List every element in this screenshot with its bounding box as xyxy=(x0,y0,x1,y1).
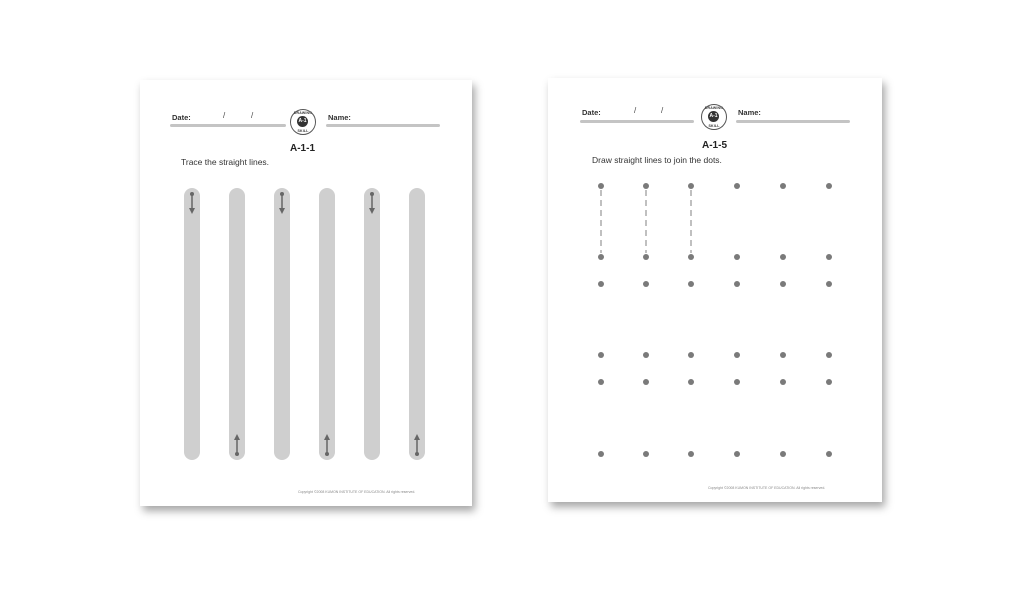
dot xyxy=(780,352,786,358)
date-slash: / xyxy=(661,106,664,115)
dot xyxy=(826,281,832,287)
dot xyxy=(643,451,649,457)
dot xyxy=(598,352,604,358)
badge-level: A-1 xyxy=(297,116,308,127)
dot xyxy=(780,183,786,189)
dot xyxy=(826,379,832,385)
dot xyxy=(734,183,740,189)
trace-line xyxy=(409,188,425,460)
worksheet-code: A-1-1 xyxy=(290,143,316,154)
dot xyxy=(826,254,832,260)
dot xyxy=(734,352,740,358)
dot xyxy=(688,379,694,385)
dot xyxy=(780,451,786,457)
trace-line xyxy=(364,188,380,460)
dot xyxy=(643,281,649,287)
dot xyxy=(598,379,604,385)
dot xyxy=(598,281,604,287)
date-slash: / xyxy=(223,111,226,120)
dot xyxy=(643,379,649,385)
dot xyxy=(688,183,694,189)
dot xyxy=(688,451,694,457)
instruction-text: Draw straight lines to join the dots. xyxy=(592,155,722,165)
level-badge: DRAWING A-1 SKILL xyxy=(701,104,727,130)
name-label: Name: xyxy=(738,108,761,117)
dot xyxy=(598,183,604,189)
dot xyxy=(688,281,694,287)
copyright-footer: Copyright ©2008 KUMON INSTITUTE OF EDUCATION. All rights reserved. xyxy=(298,490,416,494)
worksheet-a-1-1 xyxy=(140,80,472,506)
dot xyxy=(826,451,832,457)
dot xyxy=(734,379,740,385)
dot xyxy=(826,183,832,189)
worksheet-code: A-1-5 xyxy=(702,140,728,151)
trace-line xyxy=(319,188,335,460)
trace-line xyxy=(274,188,290,460)
dot xyxy=(826,352,832,358)
dot xyxy=(598,451,604,457)
date-label: Date: xyxy=(172,113,191,122)
trace-lines-area xyxy=(140,80,472,506)
dot xyxy=(734,451,740,457)
name-label: Name: xyxy=(328,113,351,122)
dot xyxy=(688,352,694,358)
date-slash: / xyxy=(251,111,254,120)
dot xyxy=(734,281,740,287)
dot xyxy=(688,254,694,260)
date-label: Date: xyxy=(582,108,601,117)
dot xyxy=(598,254,604,260)
date-slash: / xyxy=(634,106,637,115)
dot xyxy=(643,254,649,260)
dot xyxy=(780,379,786,385)
worksheet-a-1-5 xyxy=(548,78,882,502)
dot-grid-area xyxy=(548,78,882,502)
copyright-footer: Copyright ©2008 KUMON INSTITUTE OF EDUCATION. All rights reserved. xyxy=(708,486,826,490)
level-badge: DRAWING A-1 SKILL xyxy=(290,109,316,135)
dot xyxy=(780,254,786,260)
instruction-text: Trace the straight lines. xyxy=(181,157,270,167)
trace-line xyxy=(184,188,200,460)
dot xyxy=(780,281,786,287)
dot xyxy=(734,254,740,260)
dot xyxy=(643,352,649,358)
badge-level: A-1 xyxy=(708,111,719,122)
trace-line xyxy=(229,188,245,460)
dot xyxy=(643,183,649,189)
